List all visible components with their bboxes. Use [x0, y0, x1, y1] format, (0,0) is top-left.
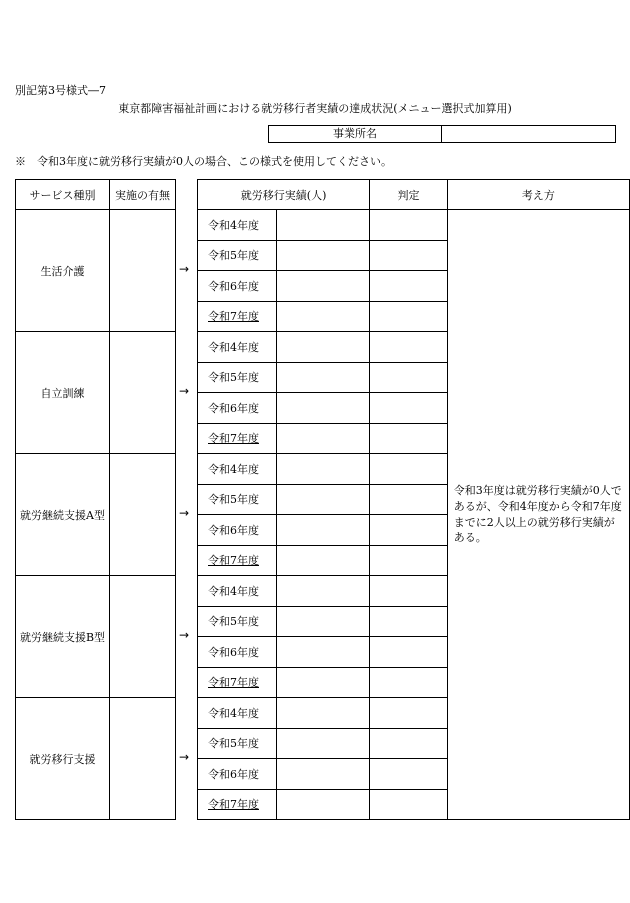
count-cell[interactable] — [276, 301, 369, 332]
judgment-cell[interactable] — [370, 362, 448, 393]
count-cell[interactable] — [276, 759, 369, 790]
year-label: 令和4年度 — [198, 210, 277, 241]
judgment-cell[interactable] — [370, 667, 448, 698]
implemented-cell[interactable] — [110, 454, 176, 576]
judgment-cell[interactable] — [370, 789, 448, 820]
header-approach: 考え方 — [447, 180, 629, 210]
year-label: 令和7年度 — [198, 667, 277, 698]
year-label: 令和7年度 — [198, 545, 277, 576]
count-cell[interactable] — [276, 667, 369, 698]
service-name: 就労継続支援A型 — [16, 454, 110, 576]
year-label: 令和6年度 — [198, 637, 277, 668]
judgment-cell[interactable] — [370, 698, 448, 729]
judgment-cell[interactable] — [370, 393, 448, 424]
judgment-cell[interactable] — [370, 728, 448, 759]
count-cell[interactable] — [276, 423, 369, 454]
count-cell[interactable] — [276, 362, 369, 393]
year-label: 令和7年度 — [198, 423, 277, 454]
count-cell[interactable] — [276, 210, 369, 241]
office-name-label: 事業所名 — [269, 126, 442, 142]
year-label: 令和7年度 — [198, 301, 277, 332]
implemented-cell[interactable] — [110, 210, 176, 332]
year-label: 令和4年度 — [198, 454, 277, 485]
judgment-cell[interactable] — [370, 545, 448, 576]
service-name: 就労移行支援 — [16, 698, 110, 820]
office-name-box — [268, 125, 616, 143]
year-label: 令和5年度 — [198, 362, 277, 393]
count-cell[interactable] — [276, 545, 369, 576]
header-judgment: 判定 — [370, 180, 448, 210]
count-cell[interactable] — [276, 576, 369, 607]
year-label: 令和6年度 — [198, 759, 277, 790]
judgment-cell[interactable] — [370, 515, 448, 546]
judgment-cell[interactable] — [370, 759, 448, 790]
arrow-icon: → — [179, 628, 190, 642]
count-cell[interactable] — [276, 484, 369, 515]
judgment-cell[interactable] — [370, 576, 448, 607]
office-name-field[interactable] — [442, 126, 615, 142]
count-cell[interactable] — [276, 454, 369, 485]
count-cell[interactable] — [276, 240, 369, 271]
count-cell[interactable] — [276, 637, 369, 668]
year-label: 令和4年度 — [198, 576, 277, 607]
year-label: 令和5年度 — [198, 484, 277, 515]
year-label: 令和4年度 — [198, 698, 277, 729]
count-cell[interactable] — [276, 393, 369, 424]
year-label: 令和6年度 — [198, 515, 277, 546]
service-name: 生活介護 — [16, 210, 110, 332]
judgment-cell[interactable] — [370, 240, 448, 271]
count-cell[interactable] — [276, 332, 369, 363]
year-label: 令和6年度 — [198, 271, 277, 302]
count-cell[interactable] — [276, 515, 369, 546]
count-cell[interactable] — [276, 698, 369, 729]
judgment-cell[interactable] — [370, 606, 448, 637]
count-cell[interactable] — [276, 728, 369, 759]
judgment-cell[interactable] — [370, 210, 448, 241]
usage-note: ※ 令和3年度に就労移行実績が0人の場合、この様式を使用してください。 — [15, 155, 392, 168]
service-name: 自立訓練 — [16, 332, 110, 454]
implemented-cell[interactable] — [110, 332, 176, 454]
year-label: 令和5年度 — [198, 728, 277, 759]
count-cell[interactable] — [276, 271, 369, 302]
judgment-cell[interactable] — [370, 637, 448, 668]
year-label: 令和5年度 — [198, 240, 277, 271]
year-label: 令和7年度 — [198, 789, 277, 820]
count-cell[interactable] — [276, 789, 369, 820]
judgment-cell[interactable] — [370, 332, 448, 363]
judgment-cell[interactable] — [370, 301, 448, 332]
results-table — [197, 179, 630, 820]
implemented-cell[interactable] — [110, 576, 176, 698]
arrow-icon: → — [179, 384, 190, 398]
form-number: 別記第3号様式―7 — [15, 84, 106, 97]
header-results: 就労移行実績(人) — [198, 180, 370, 210]
service-table — [15, 179, 176, 820]
year-label: 令和6年度 — [198, 393, 277, 424]
judgment-cell[interactable] — [370, 423, 448, 454]
year-label: 令和5年度 — [198, 606, 277, 637]
arrow-icon: → — [179, 750, 190, 764]
year-label: 令和4年度 — [198, 332, 277, 363]
judgment-cell[interactable] — [370, 271, 448, 302]
service-name: 就労継続支援B型 — [16, 576, 110, 698]
arrow-icon: → — [179, 506, 190, 520]
header-implemented: 実施の有無 — [110, 180, 176, 210]
implemented-cell[interactable] — [110, 698, 176, 820]
header-service-type: サービス種別 — [16, 180, 110, 210]
judgment-cell[interactable] — [370, 454, 448, 485]
arrow-icon: → — [179, 262, 190, 276]
document-title: 東京都障害福祉計画における就労移行者実績の達成状況(メニュー選択式加算用) — [118, 102, 512, 115]
count-cell[interactable] — [276, 606, 369, 637]
approach-text: 令和3年度は就労移行実績が0人であるが、令和4年度から令和7年度までに2人以上の就労移行実績がある。 — [447, 210, 629, 820]
judgment-cell[interactable] — [370, 484, 448, 515]
